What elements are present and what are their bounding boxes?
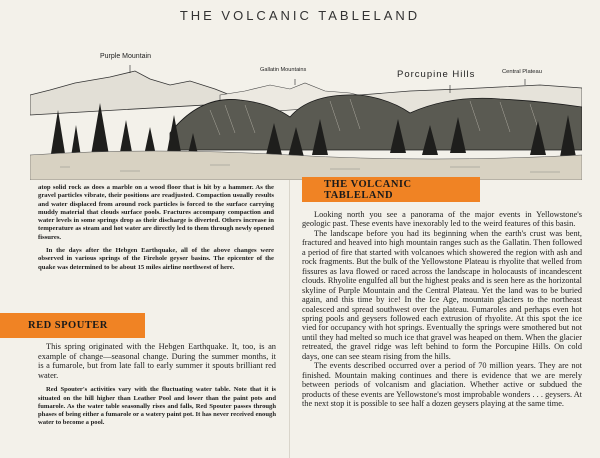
tableland-paragraph: The landscape before you had its beginning when the earth's crust was bent, fractured and heaved into high mountain ranges such as the Gallatin. Then followed a period of fire that started with volcanoes which showered the region with ash and rock fragments. But the bulk of the Yellowstone Plateau is rhyolite that welled from fissures as lava flowed or raced across the landscape in holocausts of incandescent clouds. Rhyolite engulfed all but the highest peaks and is seen here as the horizontal skyline of Purple Mountain and the Central Plateau. Yet the land was to be buried again, and this time by ice! In the Ice Age, mountain glaciers to the northeast coalesced and spread southwest over the plateau. Fumaroles and perhaps even hot spring pools and geysers followed each extrusion of rhyolite. At this spot the ice vied for occupancy with hot springs. Eventually the springs were smothered but not until they had melted so much ice that gravel was heaped on them. When the glacier retreated, the gravel ridge was left behind to form the Porcupine Hills. On cold days, one can see steam rising from the hills.: [302, 228, 582, 361]
left-paragraph: In the days after the Hebgen Earthquake, all of the above changes were observed in various springs of the Firehole geyser basins. The epicenter of the quake was determined to be about 15 miles airline northwest of here.: [38, 247, 274, 271]
section-heading-red-spouter: [0, 313, 145, 338]
label-central-plateau: Central Plateau: [502, 69, 542, 75]
page-fold-divider: [289, 180, 290, 458]
porcupine-hills: [170, 95, 582, 150]
tableland-paragraph: Looking north you see a panorama of the major events in Yellowstone's geologic past. These events have inexorably led to the weird features of this basin.: [302, 210, 582, 229]
volcanic-tableland-body: [302, 210, 582, 409]
left-paragraph: atop solid rock as does a marble on a wood floor that is hit by a hammer. As the gravel particles vibrate, their positions are readjusted. Compaction usually results and water displaced from around rock particles is forced to the surface carrying muddy material that clouds surface pools. Fractures accompany compaction and water levels in some springs drop as their discharge is diverted. Others increase in temperature as steam and hot water are directly led to them through newly opened fissures.: [38, 184, 274, 241]
section-heading-volcanic-tableland: [302, 177, 480, 202]
volcanic-tableland-heading-text: THE VOLCANIC TABLELAND: [324, 178, 412, 201]
red-spouter-body: [38, 342, 276, 427]
landscape-drawing: [30, 55, 582, 180]
label-purple-mountain: Purple Mountain: [100, 53, 151, 60]
meadow-foreground: [30, 151, 582, 180]
tableland-paragraph: The events described occurred over a period of 70 million years. They are not finished. Mountain making continues and there is evidence that we are merely between periods of volcanism and glaciation. Whether active or subdued the products of these events are Yellowstone's most improbable wonders . . . geysers. At the next stop it is possible to see half a dozen geysers playing at the same time.: [302, 361, 582, 409]
red-spouter-heading-text: RED SPOUTER: [28, 320, 108, 331]
label-porcupine-hills: Porcupine Hills: [397, 69, 476, 80]
page-title: THE VOLCANIC TABLELAND: [179, 8, 421, 23]
red-spouter-intro: This spring originated with the Hebgen Earthquake. It, too, is an example of change—seasonal change. During the summer months, it is a fumarole, but from late fall to early summer it spouts brilliant red water.: [38, 342, 276, 380]
red-spouter-detail: Red Spouter's activities vary with the fluctuating water table. Note that it is situated on the hill higher than Leather Pool and lower than the paint pots and fumarole. As the water table seasonally rises and falls, Red Spouter passes through phases of being either a fumarole or a watery paint pot. It has never received enough water to become a pool.: [38, 386, 276, 427]
panorama-illustration: [30, 55, 582, 180]
left-column-text: [38, 184, 274, 277]
label-gallatin-mountains: Gallatin Mountains: [260, 67, 307, 73]
